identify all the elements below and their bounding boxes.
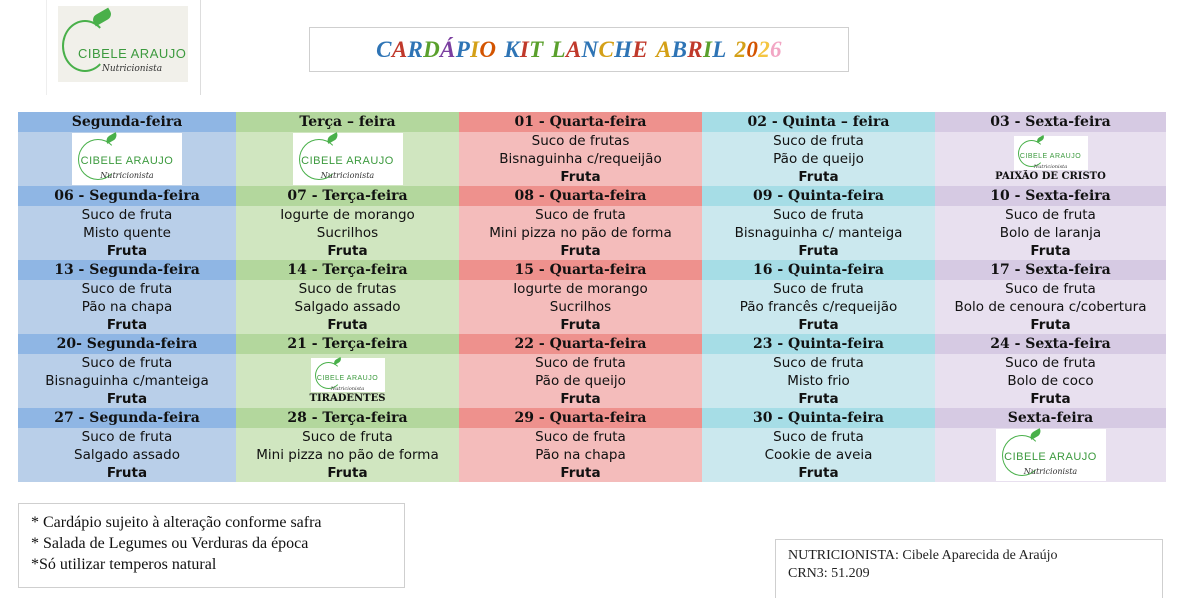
menu-item: Suco de fruta bbox=[1005, 281, 1096, 297]
day-header: 30 - Quinta-feira bbox=[702, 408, 935, 428]
menu-item: Fruta bbox=[798, 391, 839, 407]
menu-item: Fruta bbox=[560, 169, 601, 185]
brand-logo bbox=[1014, 136, 1088, 170]
leaf-icon bbox=[332, 357, 342, 365]
logo-subtitle: Nutricionista bbox=[1023, 467, 1078, 476]
day-header: 07 - Terça-feira bbox=[236, 186, 459, 206]
menu-item: Fruta bbox=[1030, 243, 1071, 259]
day-menu-cell bbox=[935, 428, 1166, 482]
day-header: 02 - Quinta – feira bbox=[702, 112, 935, 132]
brand-logo bbox=[58, 6, 188, 82]
menu-item: Pão de queijo bbox=[535, 373, 626, 389]
day-header: 24 - Sexta-feira bbox=[935, 334, 1166, 354]
menu-item: Sucrilhos bbox=[549, 299, 612, 315]
leaf-icon bbox=[325, 132, 339, 144]
day-menu-cell bbox=[702, 132, 935, 186]
menu-item: Fruta bbox=[106, 243, 148, 259]
note-line: * Cardápio sujeito à alteração conforme safra bbox=[31, 514, 322, 531]
title-letter: B bbox=[671, 36, 688, 62]
menu-item: Suco de fruta bbox=[302, 429, 393, 445]
day-menu-cell bbox=[18, 428, 236, 482]
holiday-label: TIRADENTES bbox=[309, 392, 386, 404]
week-menu-row bbox=[18, 206, 1166, 260]
day-menu-cell bbox=[702, 428, 935, 482]
menu-item: Suco de frutas bbox=[531, 133, 630, 149]
note-line: * Salada de Legumes ou Verduras da época bbox=[31, 535, 309, 552]
menu-item: Fruta bbox=[327, 317, 368, 333]
menu-item: Fruta bbox=[798, 243, 839, 259]
title-letter: 2 bbox=[758, 36, 771, 62]
menu-item: Fruta bbox=[1030, 317, 1071, 333]
title-letter: L bbox=[551, 36, 566, 62]
day-menu-cell bbox=[459, 354, 702, 408]
title-letter: K bbox=[504, 36, 520, 62]
menu-item: Cookie de aveia bbox=[764, 447, 873, 463]
leaf-icon bbox=[1035, 135, 1045, 143]
menu-item: Pão francês c/requeijão bbox=[739, 299, 898, 315]
menu-item: Fruta bbox=[798, 465, 839, 481]
menu-item: Pão na chapa bbox=[81, 299, 173, 315]
day-header: 21 - Terça-feira bbox=[236, 334, 459, 354]
leaf-icon bbox=[91, 8, 113, 27]
logo-cell bbox=[236, 133, 459, 186]
day-menu-cell bbox=[236, 428, 459, 482]
menu-item: Suco de fruta bbox=[535, 429, 626, 445]
logo-name: CIBELE ARAUJO bbox=[316, 374, 379, 382]
menu-item: Fruta bbox=[560, 391, 601, 407]
logo-cell bbox=[935, 429, 1166, 482]
note-line: *Só utilizar temperos natural bbox=[31, 556, 217, 573]
week-menu-row bbox=[18, 280, 1166, 334]
logo-subtitle: Nutricionista bbox=[100, 171, 154, 180]
week-header-row bbox=[18, 186, 1166, 206]
menu-item: Fruta bbox=[106, 317, 148, 333]
title-letter: A bbox=[655, 36, 672, 62]
title-letter: C bbox=[376, 36, 392, 62]
day-header: 29 - Quarta-feira bbox=[459, 408, 702, 428]
week-menu-row bbox=[18, 428, 1166, 482]
menu-item: Iogurte de morango bbox=[513, 281, 648, 297]
logo-subtitle: Nutricionista bbox=[330, 385, 365, 392]
title-letter: I bbox=[470, 36, 480, 62]
day-header: Segunda-feira bbox=[18, 112, 236, 132]
menu-item: Fruta bbox=[798, 317, 839, 333]
title-letter: 0 bbox=[746, 36, 759, 62]
day-header: 14 - Terça-feira bbox=[236, 260, 459, 280]
week-menu-row bbox=[18, 354, 1166, 408]
week-header-row bbox=[18, 112, 1166, 132]
day-menu-cell bbox=[702, 354, 935, 408]
menu-item: Fruta bbox=[798, 169, 839, 185]
logo-cell bbox=[935, 133, 1166, 186]
title-letter: I bbox=[702, 36, 713, 62]
menu-item: Sucrilhos bbox=[316, 225, 379, 241]
day-menu-cell bbox=[702, 206, 935, 260]
menu-item: Mini pizza no pão de forma bbox=[256, 447, 439, 463]
brand-logo bbox=[311, 358, 385, 392]
menu-item: Bolo de cenoura c/cobertura bbox=[954, 299, 1147, 315]
notes-box bbox=[18, 503, 405, 588]
leaf-icon bbox=[104, 132, 118, 144]
day-menu-cell bbox=[236, 132, 459, 186]
day-menu-cell bbox=[459, 280, 702, 334]
day-menu-cell bbox=[459, 132, 702, 186]
day-header: Sexta-feira bbox=[935, 408, 1166, 428]
day-header: 22 - Quarta-feira bbox=[459, 334, 702, 354]
menu-item: Misto quente bbox=[83, 225, 171, 241]
menu-item: Bisnaguinha c/ manteiga bbox=[734, 225, 903, 241]
logo-subtitle: Nutricionista bbox=[102, 64, 163, 74]
menu-item: Suco de fruta bbox=[81, 429, 173, 445]
title-letter: E bbox=[632, 36, 648, 62]
menu-item: Pão na chapa bbox=[535, 447, 626, 463]
title-frame bbox=[309, 27, 849, 72]
day-header: 23 - Quinta-feira bbox=[702, 334, 935, 354]
menu-item: Suco de fruta bbox=[81, 207, 173, 223]
day-menu-cell bbox=[236, 280, 459, 334]
brand-logo bbox=[72, 133, 182, 185]
menu-item: Suco de fruta bbox=[773, 355, 864, 371]
title-letter: 2 bbox=[734, 36, 747, 62]
menu-item: Bisnaguinha c/manteiga bbox=[45, 373, 209, 389]
title-letter: A bbox=[565, 36, 582, 62]
day-header: Terça – feira bbox=[236, 112, 459, 132]
menu-item: Suco de fruta bbox=[773, 281, 864, 297]
title-letter: N bbox=[581, 36, 599, 62]
day-header: 20- Segunda-feira bbox=[18, 334, 236, 354]
logo-subtitle: Nutricionista bbox=[1033, 163, 1068, 170]
menu-table bbox=[18, 112, 1166, 482]
brand-logo bbox=[996, 429, 1106, 481]
title-letter: T bbox=[529, 36, 544, 62]
title-letter: H bbox=[614, 36, 633, 62]
menu-item: Fruta bbox=[560, 317, 601, 333]
title-letter: O bbox=[479, 36, 497, 62]
menu-item: Mini pizza no pão de forma bbox=[489, 225, 672, 241]
menu-item: Bolo de laranja bbox=[999, 225, 1102, 241]
day-header: 27 - Segunda-feira bbox=[18, 408, 236, 428]
menu-item: Pão de queijo bbox=[773, 151, 864, 167]
day-header: 03 - Sexta-feira bbox=[935, 112, 1166, 132]
day-header: 17 - Sexta-feira bbox=[935, 260, 1166, 280]
week-header-row bbox=[18, 334, 1166, 354]
day-header: 16 - Quinta-feira bbox=[702, 260, 935, 280]
day-menu-cell bbox=[18, 354, 236, 408]
menu-item: Fruta bbox=[106, 465, 148, 481]
day-menu-cell bbox=[935, 354, 1166, 408]
day-header: 09 - Quinta-feira bbox=[702, 186, 935, 206]
menu-item: Suco de fruta bbox=[1005, 355, 1096, 371]
week-header-row bbox=[18, 260, 1166, 280]
menu-item: Fruta bbox=[1030, 391, 1071, 407]
week-menu-row bbox=[18, 132, 1166, 186]
day-menu-cell bbox=[935, 132, 1166, 186]
menu-item: Suco de fruta bbox=[773, 133, 864, 149]
menu-item: Suco de fruta bbox=[773, 429, 864, 445]
logo-name: CIBELE ARAUJO bbox=[1019, 152, 1082, 160]
logo-cell bbox=[18, 133, 236, 186]
menu-item: Suco de fruta bbox=[81, 355, 173, 371]
logo-name: CIBELE ARAUJO bbox=[301, 155, 394, 167]
nutritionist-box bbox=[775, 539, 1163, 598]
menu-item: Fruta bbox=[327, 243, 368, 259]
menu-item: Fruta bbox=[560, 465, 601, 481]
day-menu-cell bbox=[935, 206, 1166, 260]
nutritionist-name: NUTRICIONISTA: Cibele Aparecida de Araújo bbox=[788, 548, 1058, 563]
title-letter: D bbox=[423, 36, 441, 62]
day-header: 06 - Segunda-feira bbox=[18, 186, 236, 206]
menu-item: Suco de fruta bbox=[535, 207, 626, 223]
day-menu-cell bbox=[18, 280, 236, 334]
menu-item: Iogurte de morango bbox=[280, 207, 415, 223]
menu-item: Salgado assado bbox=[294, 299, 401, 315]
title-letter: Á bbox=[440, 36, 456, 62]
nutritionist-crn: CRN3: 51.209 bbox=[788, 566, 870, 581]
day-header: 10 - Sexta-feira bbox=[935, 186, 1166, 206]
leaf-icon bbox=[1028, 428, 1042, 440]
day-menu-cell bbox=[459, 206, 702, 260]
title-letter: C bbox=[598, 36, 615, 62]
logo-name: CIBELE ARAUJO bbox=[78, 46, 187, 61]
title-letter: R bbox=[407, 36, 424, 62]
brand-logo bbox=[293, 133, 403, 185]
menu-item: Salgado assado bbox=[74, 447, 180, 463]
menu-item: Suco de frutas bbox=[298, 281, 397, 297]
menu-item: Bisnaguinha c/requeijão bbox=[499, 151, 662, 167]
day-header: 15 - Quarta-feira bbox=[459, 260, 702, 280]
menu-item: Suco de fruta bbox=[535, 355, 626, 371]
day-header: 28 - Terça-feira bbox=[236, 408, 459, 428]
title-letter: I bbox=[519, 36, 530, 62]
week-header-row bbox=[18, 408, 1166, 428]
menu-item: Bolo de coco bbox=[1007, 373, 1094, 389]
day-menu-cell bbox=[236, 206, 459, 260]
day-menu-cell bbox=[236, 354, 459, 408]
day-menu-cell bbox=[18, 206, 236, 260]
day-menu-cell bbox=[18, 132, 236, 186]
menu-item: Suco de fruta bbox=[1005, 207, 1096, 223]
day-menu-cell bbox=[459, 428, 702, 482]
logo-name: CIBELE ARAUJO bbox=[80, 155, 174, 167]
title-letter: L bbox=[712, 36, 727, 62]
menu-item: Suco de fruta bbox=[773, 207, 864, 223]
holiday-label: PAIXÃO DE CRISTO bbox=[995, 170, 1106, 182]
title-letter: A bbox=[391, 36, 408, 62]
logo-name: CIBELE ARAUJO bbox=[1004, 451, 1097, 463]
menu-item: Fruta bbox=[106, 391, 148, 407]
menu-item: Fruta bbox=[327, 465, 368, 481]
logo-cell bbox=[236, 355, 459, 408]
day-menu-cell bbox=[702, 280, 935, 334]
day-menu-cell bbox=[935, 280, 1166, 334]
logo-subtitle: Nutricionista bbox=[320, 171, 375, 180]
title-letter: P bbox=[455, 36, 471, 62]
day-header: 13 - Segunda-feira bbox=[18, 260, 236, 280]
title-letter: 6 bbox=[770, 36, 782, 62]
title-letter: R bbox=[687, 36, 703, 62]
day-header: 08 - Quarta-feira bbox=[459, 186, 702, 206]
menu-item: Misto frio bbox=[787, 373, 850, 389]
day-header: 01 - Quarta-feira bbox=[459, 112, 702, 132]
menu-item: Suco de fruta bbox=[81, 281, 173, 297]
menu-item: Fruta bbox=[560, 243, 601, 259]
page-title bbox=[376, 37, 782, 63]
